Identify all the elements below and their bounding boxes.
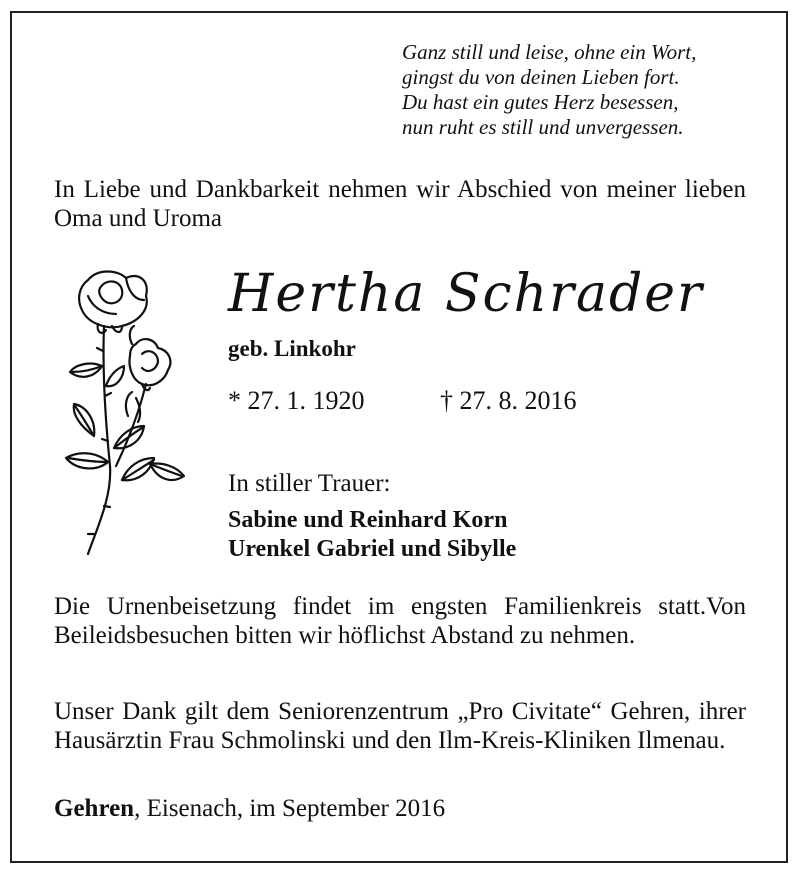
place-rest: , Eisenach, im September 2016 xyxy=(134,795,446,822)
poem-line: Du hast ein gutes Herz besessen, xyxy=(402,90,679,114)
burial-notice: Die Urnenbeisetzung findet im engsten Familienkreis statt.Von Beileidsbesuchen bitten wir höflichst Abstand zu nehmen. xyxy=(54,593,746,649)
birth-date: * 27. 1. 1920 xyxy=(228,386,365,415)
mourning-heading: In stiller Trauer: xyxy=(228,470,391,497)
poem-line: nun ruht es still und unvergessen. xyxy=(402,115,684,139)
deceased-name: Hertha Schrader xyxy=(228,264,704,324)
death-date: † 27. 8. 2016 xyxy=(440,386,577,415)
mourner-names xyxy=(228,506,516,564)
thanks-paragraph: Unser Dank gilt dem Seniorenzentrum „Pro Civitate“ Gehren, ihrer Hausärztin Frau Schmolinski und den Ilm-Kreis-Kliniken Ilmenau. xyxy=(54,698,746,754)
mourner-name: Urenkel Gabriel und Sibylle xyxy=(228,536,517,562)
mourner-name: Sabine und Reinhard Korn xyxy=(228,507,508,533)
maiden-name: geb. Linkohr xyxy=(228,336,356,361)
poem-line: gingst du von deinen Lieben fort. xyxy=(402,65,680,89)
rose-icon xyxy=(58,266,192,558)
place-and-date xyxy=(54,795,445,823)
intro-text: In Liebe und Dankbarkeit nehmen wir Abschied von meiner lieben Oma und Uroma xyxy=(54,176,746,232)
place-bold: Gehren xyxy=(54,795,135,822)
poem xyxy=(402,40,762,140)
poem-line: Ganz still und leise, ohne ein Wort, xyxy=(402,40,697,64)
